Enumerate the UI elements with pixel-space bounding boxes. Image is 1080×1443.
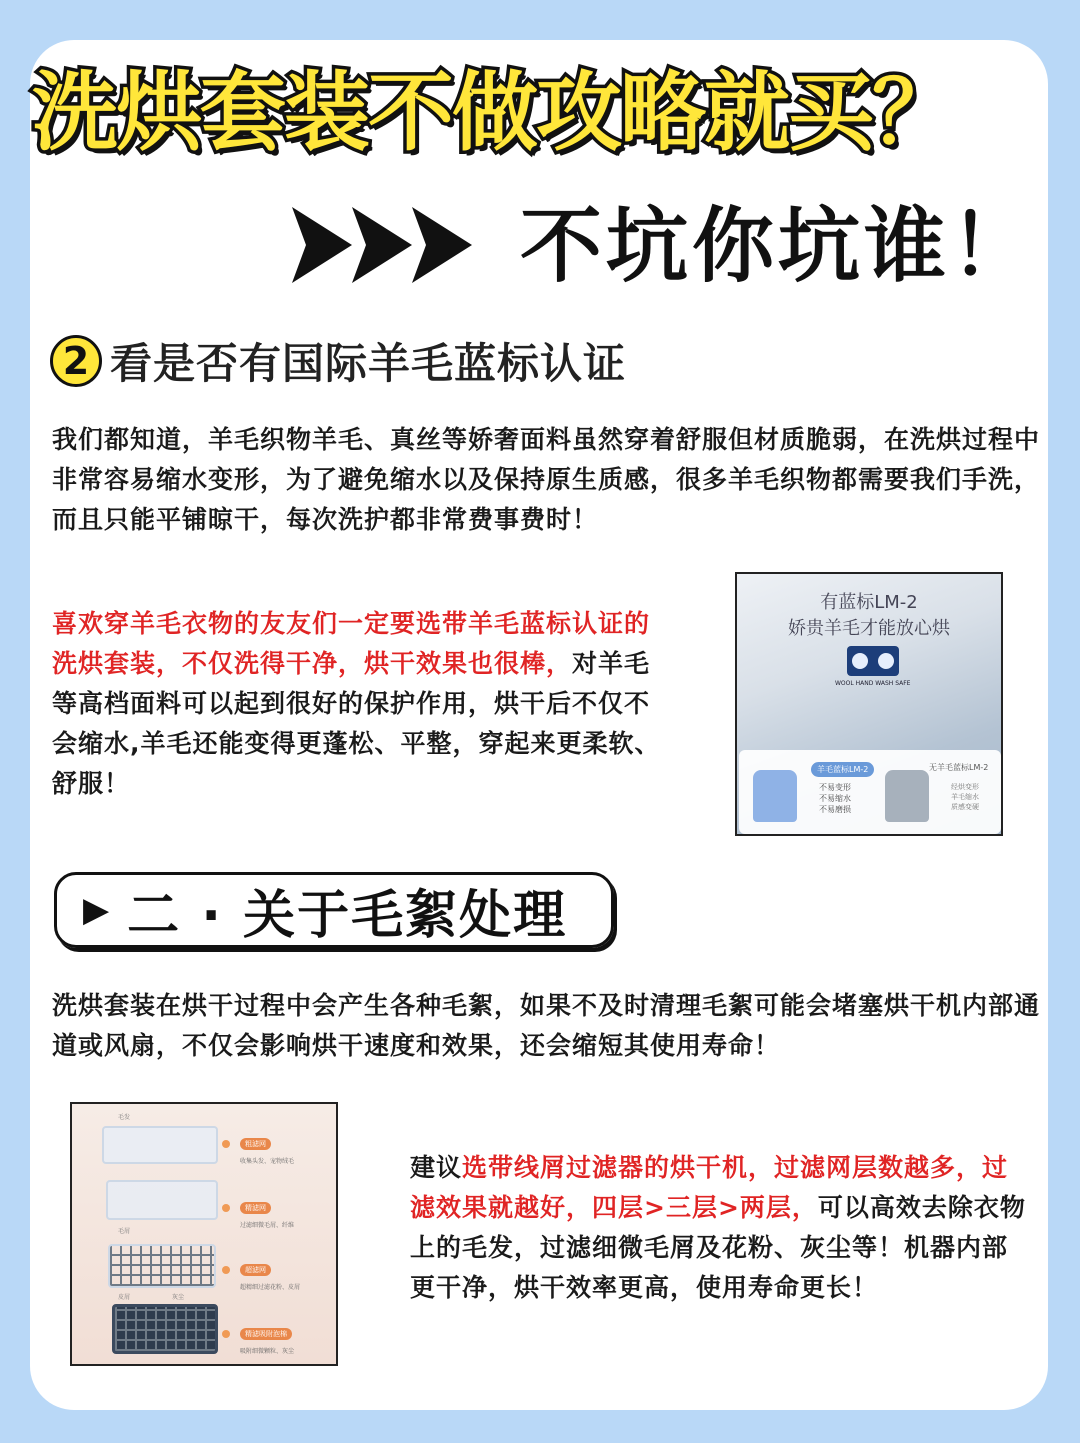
- layer-sub-4: 吸附细微颗粒、灰尘: [240, 1348, 295, 1355]
- layer-tag-2: 精滤网: [240, 1202, 271, 1214]
- caption-top: 毛发: [118, 1114, 131, 1121]
- advice-lead: 建议: [410, 1153, 463, 1182]
- subhead: 不坑你坑谁！: [520, 199, 1037, 294]
- wool-badge-icon: [847, 646, 899, 676]
- layer-sub-2: 过滤细微毛屑、纤维: [240, 1222, 295, 1229]
- section-b-heading: [54, 872, 614, 948]
- wool-mark-image: [735, 572, 1003, 836]
- section-a-heading: [50, 330, 626, 392]
- triple-arrow-icon: [290, 205, 490, 285]
- headline: 洗烘套装不做攻略就买？: [32, 63, 956, 163]
- advice-highlight: 选带线屑过滤器的烘干机，过滤网层数越多，过滤效果就越好，四层>三层>两层，: [410, 1153, 1009, 1222]
- caption-mid: 毛屑: [118, 1228, 131, 1235]
- advice-highlight: 喜欢穿羊毛衣物的友友们一定要选带羊毛蓝标认证的洗烘套装，不仅洗得干净，烘干效果也很棒，: [52, 609, 651, 678]
- advice-rest: 可以高效去除衣物上的毛发，过滤细微毛屑及花粉、灰尘等！机器内部更干净，烘干效率更高，使用寿命更长！: [410, 1193, 1026, 1302]
- advice-rest: 对羊毛等高档面料可以起到很好的保护作用，烘干后不仅不会缩水,羊毛还能变得更蓬松、平整，穿起来更柔软、舒服！: [52, 649, 661, 798]
- play-arrow-icon: ▶: [83, 890, 110, 930]
- comparison-panel: [739, 750, 1001, 834]
- layer-dot: [222, 1204, 230, 1212]
- blue-sweater-icon: [753, 770, 797, 822]
- image-title: 有蓝标LM-2: [820, 592, 918, 613]
- section-a-intro: 我们都知道，羊毛织物羊毛、真丝等娇奢面料虽然穿着舒服但材质脆弱，在洗烘过程中非常容易缩水变形，为了避免缩水以及保持原生质感，很多羊毛织物都需要我们手洗，而且只能平铺晾干，每次洗护都非常费事费时！: [52, 425, 1041, 534]
- caption-bottom: 灰尘: [172, 1294, 185, 1301]
- number-badge: 2: [50, 335, 102, 387]
- tag-without-mark: 无羊毛蓝标LM-2: [929, 763, 989, 772]
- section-b-title: 二 · 关于毛絮处理: [127, 885, 568, 946]
- layer-tag-4: 精滤吸附泡棉: [240, 1328, 292, 1340]
- layer-dot: [222, 1266, 230, 1274]
- section-a-advice: [52, 604, 672, 804]
- badge-text: WOOL HAND WASH SAFE: [835, 680, 911, 687]
- tag-with-mark: 羊毛蓝标LM-2: [811, 762, 874, 777]
- layer-tag-1: 粗滤网: [240, 1138, 271, 1150]
- features-right: 经烘变形 羊毛缩水 质感变硬: [951, 783, 979, 811]
- layer-tag-3: 超滤网: [240, 1264, 271, 1276]
- layer-dot: [222, 1330, 230, 1338]
- image-subtitle: 娇贵羊毛才能放心烘: [788, 618, 950, 639]
- section-b-intro: 洗烘套装在烘干过程中会产生各种毛絮，如果不及时清理毛絮可能会堵塞烘干机内部通道或风扇，不仅会影响烘干速度和效果，还会缩短其使用寿命！: [52, 991, 1041, 1060]
- filter-layer-3: [108, 1244, 216, 1288]
- caption-low: 皮屑: [118, 1294, 131, 1301]
- layer-dot: [222, 1140, 230, 1148]
- features-left: 不易变形 不易缩水 不易磨损: [819, 783, 851, 814]
- layer-sub-1: 收集头发、宠物绒毛: [240, 1158, 295, 1165]
- filter-layer-2: [106, 1180, 218, 1220]
- grey-sweater-icon: [885, 770, 929, 822]
- section-a-title: 看是否有国际羊毛蓝标认证: [110, 339, 627, 388]
- section-b-advice: [410, 1148, 1030, 1308]
- filter-diagram-image: [70, 1102, 338, 1366]
- layer-sub-3: 超精细过滤花粉、皮屑: [240, 1284, 301, 1291]
- filter-layer-1: [102, 1126, 218, 1164]
- filter-layer-4: [112, 1304, 218, 1354]
